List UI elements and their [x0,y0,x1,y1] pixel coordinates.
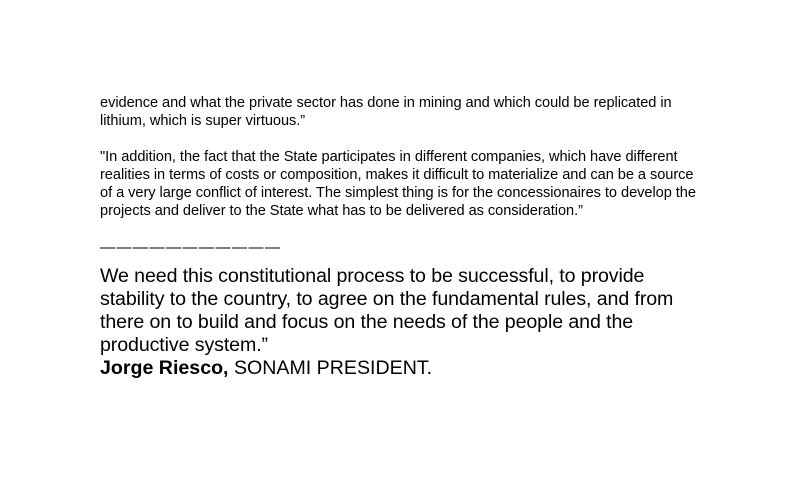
pull-quote: We need this constitutional process to be successful, to provide stability to the country, to agree on the fundamental rules, and from there on to build and focus on the needs of the people and the productive system.” [100,265,674,356]
quote-attribution [100,357,700,380]
body-paragraph-2: "In addition, the fact that the State participates in different companies, which have different realities in terms of costs or composition, makes it difficult to materialize and can be a source of a very large conflict of interest. The simplest thing is for the concessionaires to develop the projects and deliver to the State what has to be delivered as consideration.” [100,149,696,219]
document-page [100,94,700,380]
body-paragraph-1: evidence and what the private sector has done in mining and which could be replicated in lithium, which is super virtuous.” [100,95,672,129]
section-divider: ——————————— [100,239,282,256]
attribution-name: Jorge Riesco, [100,357,229,379]
attribution-title: SONAMI PRESIDENT. [228,357,433,379]
